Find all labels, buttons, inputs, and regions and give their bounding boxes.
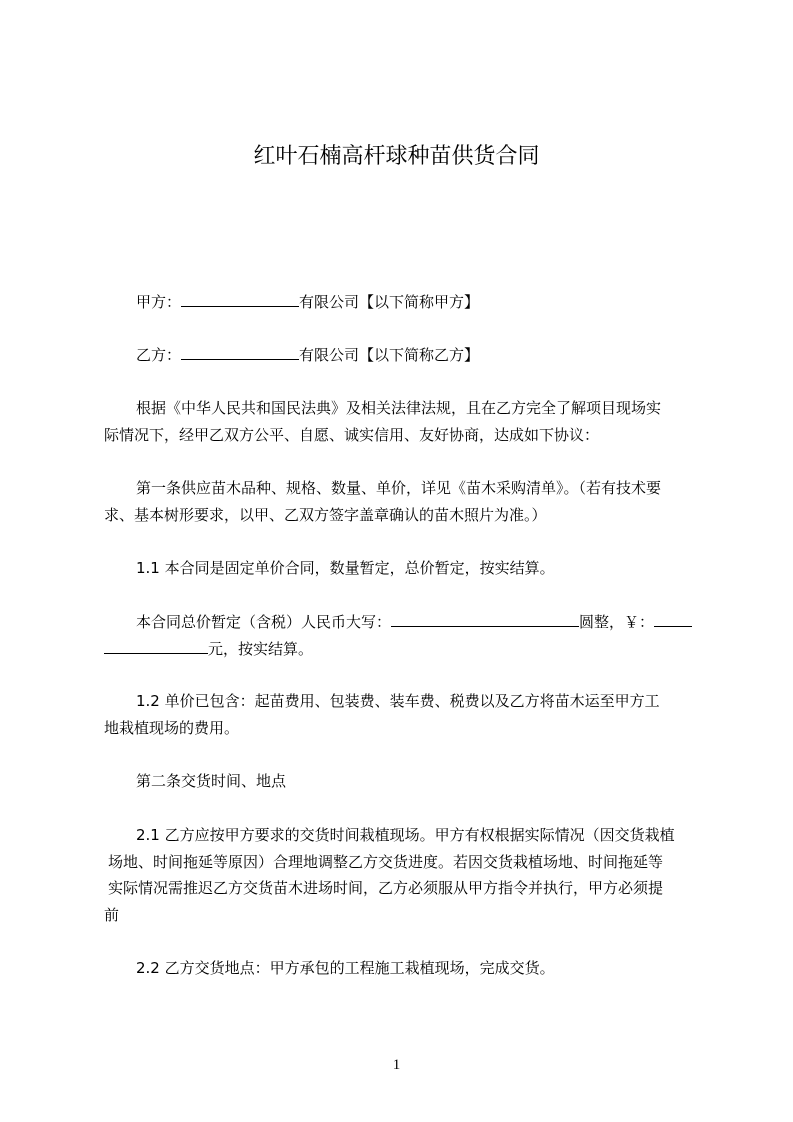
page-number: 1 (392, 1057, 401, 1073)
clause-2-1-line-2: 场地、时间拖延等原因）合理地调整乙方交货进度。若因交货栽植场地、时间拖延等 (108, 853, 664, 871)
clause-2-2: 2.2 乙方交货地点：甲方承包的工程施工栽植现场，完成交货。 (136, 959, 555, 977)
clause-1-2-line-2: 地栽植现场的费用。 (104, 719, 240, 737)
party-a-label: 甲方： (136, 293, 182, 311)
contract-title: 红叶石楠高杆球种苗供货合同 (253, 144, 540, 169)
total-price-line-1 (136, 611, 692, 632)
party-a-line (136, 291, 479, 312)
party-a-suffix: 有限公司【以下简称甲方】 (299, 293, 480, 311)
clause-1-2-line-1: 1.2 单价已包含：起苗费用、包装费、装车费、税费以及乙方将苗木运至甲方工 (136, 692, 660, 710)
party-b-name-blank (181, 344, 299, 360)
total-price-line-2 (104, 638, 313, 659)
article-1-line-1: 第一条供应苗木品种、规格、数量、单价，详见《苗木采购清单》。（若有技术要 (136, 479, 662, 497)
total-price-number-blank-end (104, 638, 208, 654)
party-b-suffix: 有限公司【以下简称乙方】 (299, 346, 480, 364)
party-b-line (136, 344, 479, 365)
total-price-words-blank (391, 611, 579, 627)
total-price-suffix: 元，按实结算。 (208, 640, 314, 658)
clause-1-1: 1.1 本合同是固定单价合同，数量暂定，总价暂定，按实结算。 (136, 559, 555, 577)
party-b-label: 乙方： (136, 346, 182, 364)
clause-2-1-line-3: 实际情况需推迟乙方交货苗木进场时间，乙方必须服从甲方指令并执行，甲方必须提 (108, 879, 664, 897)
article-2-heading: 第二条交货时间、地点 (136, 772, 287, 790)
preamble-line-1: 根据《中华人民共和国民法典》及相关法律法规，且在乙方完全了解项目现场实 (136, 399, 662, 417)
total-price-middle: 圆整，￥： (579, 613, 655, 631)
preamble-line-2: 际情况下，经甲乙双方公平、自愿、诚实信用、友好协商，达成如下协议： (104, 426, 600, 444)
total-price-number-blank-start (654, 611, 692, 627)
article-1-line-2: 求、基本树形要求，以甲、乙双方签字盖章确认的苗木照片为准。） (104, 506, 547, 524)
total-price-prefix: 本合同总价暂定（含税）人民币大写： (136, 613, 392, 631)
party-a-name-blank (181, 291, 299, 307)
clause-2-1-line-1: 2.1 乙方应按甲方要求的交货时间栽植现场。甲方有权根据实际情况（因交货栽植 (136, 826, 675, 844)
clause-2-1-line-4: 前 (104, 906, 120, 924)
